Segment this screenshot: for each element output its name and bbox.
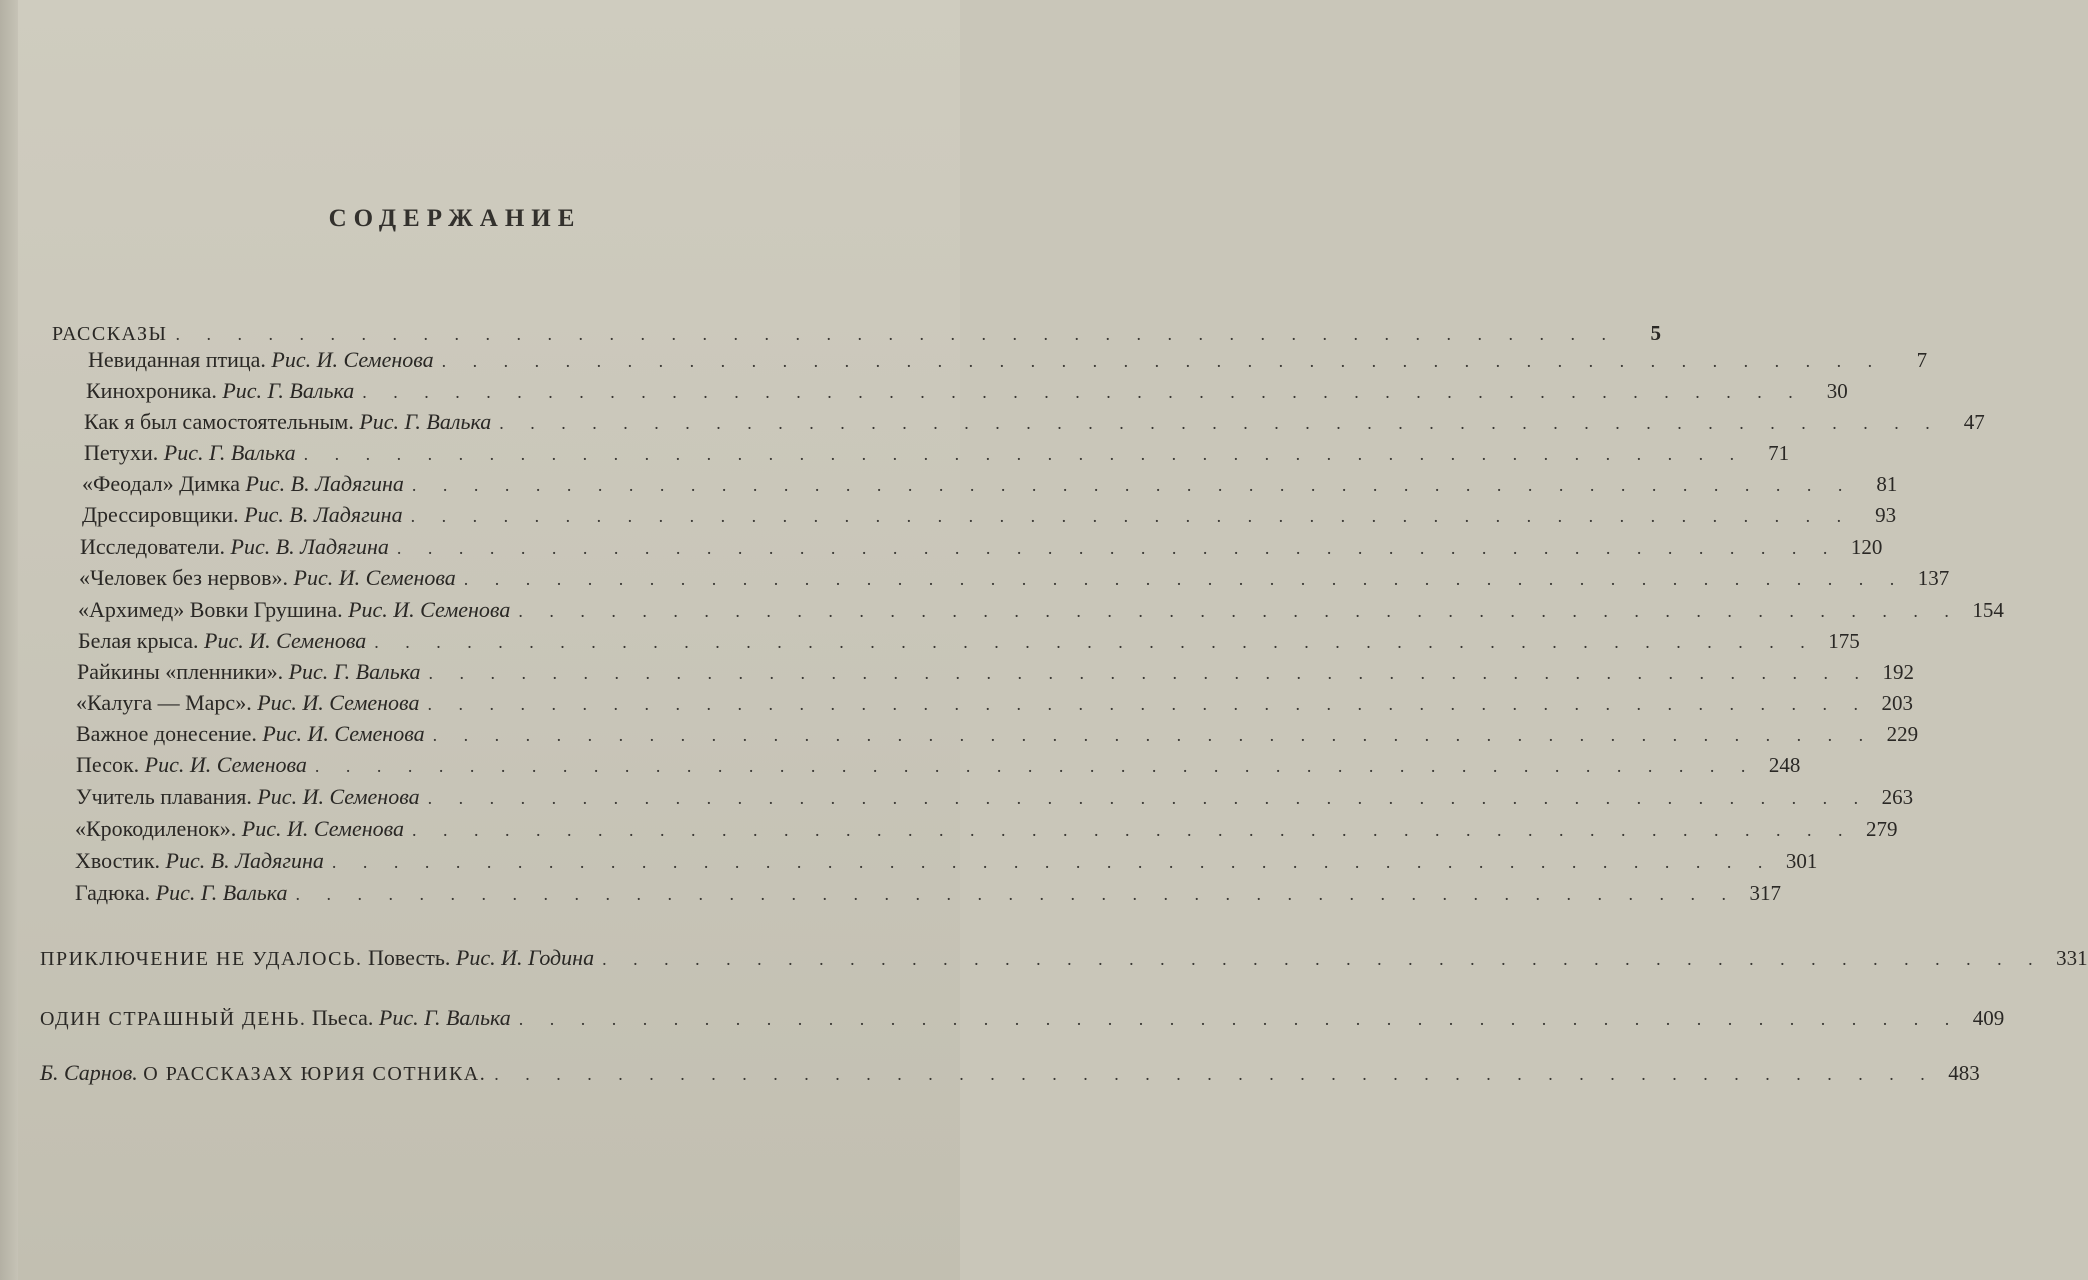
dot-leader: . . . . . . . . . . . . . . . . . . . . . . . . . . . . . . . . . . . . . . . . . . . . . . . [411, 475, 1854, 495]
page-number: 120 [1850, 535, 1883, 559]
page-number: 5 [1650, 321, 1661, 345]
entry-title: Исследователи. [80, 534, 225, 559]
entry-title: «Калуга — Марс». [76, 690, 252, 715]
dot-leader: . . . . . . . . . . . . . . . . . . . . . . . . . . . . . . . . . . . . . . . . . . . . . . . [410, 506, 1853, 526]
entry-illustrator: Рис. Г. Валька [222, 378, 355, 403]
entry-illustrator: Рис. В. Ладягина [165, 848, 324, 873]
page-number: 409 [1972, 1006, 2005, 1030]
entry-title: «Феодал» Димка [82, 471, 240, 496]
toc-entry-play [40, 1005, 2005, 1032]
entry-illustrator: Рис. Г. Валька [359, 409, 492, 434]
dot-leader: . . . . . . . . . . . . . . . . . . . . . . . . . . . . . . . . . . . . . . . . . . . . . . . [314, 756, 1757, 776]
dot-leader: . . . . . . . . . . . . . . . . . . . . . . . . . . . . . . . . . . . . . . . . . . . . . . . [331, 852, 1774, 872]
entry-title: ПРИКЛЮЧЕНИЕ НЕ УДАЛОСЬ. [40, 948, 363, 970]
dot-leader: . . . . . . . . . . . . . . . . . . . . . . . . . . . . . . . . . . . . . . . . . . . . . . . [427, 694, 1869, 714]
entry-title: «Человек без нервов». [79, 565, 289, 590]
dot-leader: . . . . . . . . . . . . . . . . . . . . . . . . . . . . . . . . . . . . . . . . . . . . . . . [374, 632, 1816, 652]
toc-entry [76, 721, 1919, 748]
page-number: 175 [1828, 629, 1860, 653]
toc-entry-novella [40, 945, 2088, 972]
page-number: 263 [1881, 785, 1914, 809]
entry-illustrator: Рис. Г. Валька [288, 659, 421, 684]
dot-leader: . . . . . . . . . . . . . . . . . . . . . . . . . . . . . . . . . . . . . . . . . . . . . . . [362, 382, 1804, 402]
entry-illustrator: Рис. И. Семенова [348, 597, 511, 622]
entry-title: Важное донесение. [76, 721, 257, 746]
entry-illustrator: Рис. И. Семенова [241, 816, 405, 841]
entry-illustrator: Рис. Г. Валька [378, 1005, 511, 1030]
page-number: 331 [2056, 946, 2088, 970]
dot-leader: . . . . . . . . . . . . . . . . . . . . . . . . . . . . . . . . . . . . . . . . . . . . . . . [499, 413, 1941, 433]
entry-title: «Крокодиленок». [75, 816, 237, 841]
dot-leader: . . . . . . . . . . . . . . . . . . . . . . . . . . . . . . . . . . . . . . . . . . . . . . . [441, 351, 1884, 371]
entry-title: Райкины «пленники». [77, 659, 284, 684]
entry-illustrator: Рис. Г. Валька [163, 440, 296, 465]
entry-title: Невиданная птица. [88, 347, 266, 372]
dot-leader: . . . . . . . . . . . . . . . . . . . . . . . . . . . . . . . . . . . . . . . . . . . . . . . [432, 725, 1875, 745]
entry-title: Учитель плавания. [76, 784, 252, 809]
page-gutter [0, 0, 18, 1280]
toc-entry [88, 347, 1928, 374]
entry-title: Петухи. [84, 440, 159, 465]
toc-entry [76, 784, 1914, 811]
dot-leader: . . . . . . . . . . . . . . . . . . . . . . . . . . . . . . . . . . . . . . . . . . . . . . . [175, 324, 1617, 344]
toc-entry [84, 440, 1790, 467]
page-number: 192 [1882, 660, 1914, 684]
entry-kind: Повесть. [368, 945, 451, 970]
toc-section-stories [52, 320, 1661, 347]
page-number: 137 [1917, 566, 1950, 590]
entry-illustrator: Рис. В. Ладягина [230, 534, 389, 559]
toc-entry-essay [40, 1060, 1980, 1087]
dot-leader: . . . . . . . . . . . . . . . . . . . . . . . . . . . . . . . . . . . . . . . . . . . . . . . [427, 788, 1870, 808]
entry-title: Белая крыса. [78, 628, 199, 653]
entry-illustrator: Рис. И. Семенова [144, 752, 307, 777]
dot-leader: . . . . . . . . . . . . . . . . . . . . . . . . . . . . . . . . . . . . . . . . . . . . . . . [518, 601, 1960, 621]
dot-leader: . . . . . . . . . . . . . . . . . . . . . . . . . . . . . . . . . . . . . . . . . . . . . . . [602, 949, 2044, 969]
entry-illustrator: Рис. В. Ладягина [244, 502, 403, 527]
page-number: 279 [1866, 817, 1898, 841]
section-title: РАССКАЗЫ [52, 323, 168, 345]
page-number: 81 [1876, 472, 1898, 496]
dot-leader: . . . . . . . . . . . . . . . . . . . . . . . . . . . . . . . . . . . . . . . . . . . . . . . [303, 444, 1746, 464]
entry-title: Как я был самостоятельным. [84, 409, 354, 434]
toc-entry [76, 752, 1801, 779]
toc-entry [75, 880, 1782, 907]
dot-leader: . . . . . . . . . . . . . . . . . . . . . . . . . . . . . . . . . . . . . . . . . . . . . . . [412, 820, 1854, 840]
entry-author: Б. Сарнов. [40, 1060, 138, 1085]
page-number: 47 [1963, 410, 1985, 434]
toc-entry [84, 409, 1985, 436]
entry-illustrator: Рис. И. Година [455, 945, 595, 970]
dot-leader: . . . . . . . . . . . . . . . . . . . . . . . . . . . . . . . . . . . . . . . . . . . . . . . [494, 1064, 1936, 1084]
toc-entry [76, 690, 1913, 717]
toc-entry [86, 378, 1848, 405]
page-number: 154 [1972, 598, 2004, 622]
entry-title: ОДИН СТРАШНЫЙ ДЕНЬ. [40, 1008, 307, 1030]
page-number: 71 [1768, 441, 1790, 465]
entry-illustrator: Рис. И. Семенова [204, 628, 367, 653]
dot-leader: . . . . . . . . . . . . . . . . . . . . . . . . . . . . . . . . . . . . . . . . . . . . . . . [463, 569, 1906, 589]
entry-illustrator: Рис. Г. Валька [155, 880, 288, 905]
entry-illustrator: Рис. И. Семенова [257, 784, 420, 809]
toc-entry [80, 534, 1883, 561]
dot-leader: . . . . . . . . . . . . . . . . . . . . . . . . . . . . . . . . . . . . . . . . . . . . . . . [518, 1009, 1961, 1029]
entry-title: О РАССКАЗАХ ЮРИЯ СОТНИКА. [143, 1063, 487, 1085]
entry-title: «Архимед» Вовки Грушина. [78, 597, 343, 622]
entry-title: Песок. [76, 752, 140, 777]
page-number: 7 [1916, 348, 1928, 372]
entry-title: Гадюка. [75, 880, 151, 905]
page-number: 248 [1768, 753, 1801, 777]
dot-leader: . . . . . . . . . . . . . . . . . . . . . . . . . . . . . . . . . . . . . . . . . . . . . . . [428, 663, 1870, 683]
toc-entry [82, 471, 1898, 498]
page-number: 229 [1886, 722, 1919, 746]
page-number: 203 [1881, 691, 1913, 715]
toc-entry [77, 659, 1914, 686]
entry-kind: Пьеса. [311, 1005, 374, 1030]
entry-illustrator: Рис. И. Семенова [262, 721, 425, 746]
page-number: 93 [1875, 503, 1897, 527]
entry-illustrator: Рис. И. Семенова [271, 347, 434, 372]
toc-entry [78, 628, 1860, 655]
toc-entry [75, 816, 1898, 843]
dot-leader: . . . . . . . . . . . . . . . . . . . . . . . . . . . . . . . . . . . . . . . . . . . . . . . [295, 884, 1738, 904]
toc-entry [78, 597, 2004, 624]
page-title: СОДЕРЖАНИЕ [328, 205, 582, 232]
toc-entry [79, 565, 1950, 592]
entry-illustrator: Рис. И. Семенова [257, 690, 420, 715]
entry-title: Хвостик. [75, 848, 161, 873]
entry-title: Дрессировщики. [82, 502, 239, 527]
entry-illustrator: Рис. В. Ладягина [245, 471, 404, 496]
entry-title: Кинохроника. [86, 378, 217, 403]
dot-leader: . . . . . . . . . . . . . . . . . . . . . . . . . . . . . . . . . . . . . . . . . . . . . . . [396, 538, 1839, 558]
toc-entry [75, 848, 1818, 875]
page-number: 483 [1948, 1061, 1980, 1085]
page-number: 301 [1785, 849, 1818, 873]
entry-illustrator: Рис. И. Семенова [293, 565, 456, 590]
page-number: 30 [1826, 379, 1848, 403]
toc-entry [82, 502, 1897, 529]
page-number: 317 [1749, 881, 1782, 905]
